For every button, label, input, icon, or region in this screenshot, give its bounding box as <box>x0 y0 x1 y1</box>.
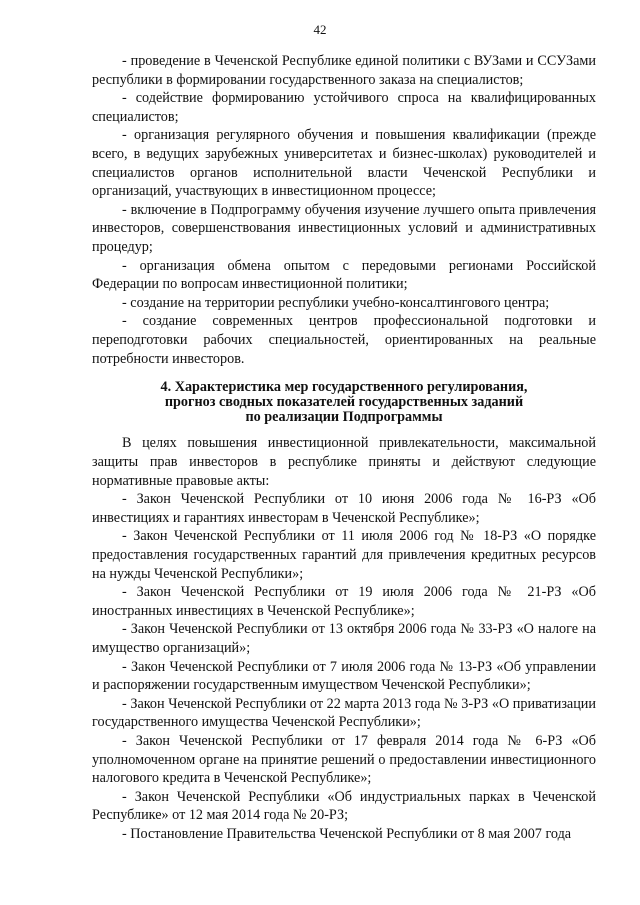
page-number: 42 <box>313 22 327 37</box>
list-item: - создание современных центров профессиональной подготовки и переподготовки рабочих специальностей, ориентированных на реальные потребности инвесторов. <box>92 313 596 367</box>
section-heading-line: прогноз сводных показателей государственных заданий <box>164 393 524 410</box>
act-item: - Закон Чеченской Республики от 10 июня 2006 года № 16-РЗ «Об инвестициях и гарантиях инвесторам в Чеченской Республике»; <box>92 491 596 526</box>
section-heading <box>92 380 596 424</box>
list-item: - включение в Подпрограмму обучения изучение лучшего опыта привлечения инвесторов, совершенствования инвестиционных условий и административных процедур; <box>92 201 596 255</box>
act-item: - Закон Чеченской Республики от 7 июля 2006 года № 13-РЗ «Об управлении и распоряжении государственным имуществом Чеченской Республики»; <box>92 658 596 694</box>
act-item: - Закон Чеченской Республики от 11 июля 2006 год № 18-РЗ «О порядке предоставления государственных гарантий для привлечения кредитных ресурсов на нужды Чеченской Республики»; <box>92 528 596 582</box>
list-item: - проведение в Чеченской Республике единой политики с ВУЗами и ССУЗами республики в формировании государственного заказа на специалистов; <box>92 53 596 88</box>
section-heading-line: по реализации Подпрограммы <box>245 408 443 425</box>
list-item: - создание на территории республики учебно-консалтингового центра; <box>122 294 550 311</box>
list-item: - содействие формированию устойчивого спроса на квалифицированных специалистов; <box>92 90 596 125</box>
list-item: - организация обмена опытом с передовыми регионами Российской Федерации по вопросам инвестиционной политики; <box>92 257 596 293</box>
act-item: - Закон Чеченской Республики от 17 февраля 2014 года № 6-РЗ «Об уполномоченном органе на принятие решений о предоставлении инвестиционного налогового кредита в Чеченской Республике»; <box>92 732 596 787</box>
act-item: - Закон Чеченской Республики от 22 марта 2013 года № 3-РЗ «О приватизации государственного имущества Чеченской Республики»; <box>92 695 596 731</box>
act-item: - Закон Чеченской Республики от 19 июля 2006 года № 21-РЗ «Об иностранных инвестициях в Чеченской Республике»; <box>92 584 596 619</box>
intro-paragraph: В целях повышения инвестиционной привлекательности, максимальной защиты прав инвесторов в республике приняты и действуют следующие нормативные правовые акты: <box>92 435 596 489</box>
act-item: - Закон Чеченской Республики «Об индустриальных парках в Чеченской Республике» от 12 мая 2014 года № 20-РЗ; <box>92 788 596 824</box>
act-item: - Постановление Правительства Чеченской Республики от 8 мая 2007 года <box>122 825 572 842</box>
list-item: - организация регулярного обучения и повышения квалификации (прежде всего, в ведущих зарубежных университетах и бизнес-школах) руководителей и специалистов органов исполнительной власти Чеченской Республики и организаций, участвующих в инвестиционном процессе; <box>92 127 596 200</box>
section-heading-line: 4. Характеристика мер государственного регулирования, <box>160 379 528 396</box>
act-item: - Закон Чеченской Республики от 13 октября 2006 года № 33-РЗ «О налоге на имущество организаций»; <box>92 621 596 657</box>
page-content <box>92 52 596 844</box>
